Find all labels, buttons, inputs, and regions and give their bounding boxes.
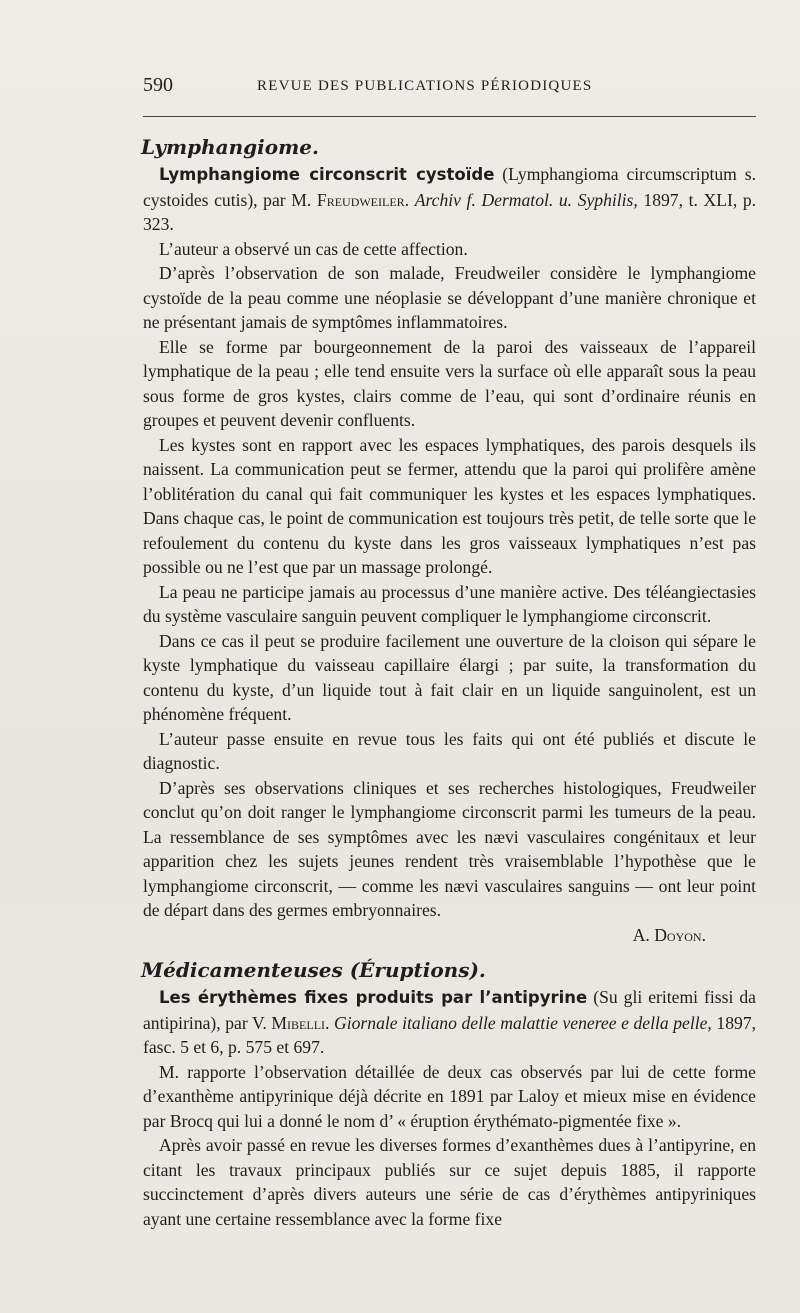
article-author: Freudweiler [316,189,405,210]
article-citation: Lymphangiome circonscrit cystoïde (Lymphangioma circumscriptum s. cystoides cutis), par M. Freudweiler. Archiv f. Dermatol. u. Syphilis, 1897, t. XLI, p. 323. [143,164,757,234]
paragraph: Dans ce cas il peut se produire facilement une ouverture de la cloison qui sépare le kyste lymphatique du vaisseau capillaire élargi ; par suite, la transformation du contenu du kyste, d’un liquide tout à fait clair en un liquide sanguinolent, est un phénomène fréquent. [143,630,756,724]
paragraph: La peau ne participe jamais au processus d’une manière active. Des téléangiectasies du système vasculaire sanguin peuvent compliquer le lymphangiome circonscrit. [143,581,756,626]
article-title: Lymphangiome circonscrit cystoïde [159,165,495,184]
page-number: 590 [143,74,173,96]
section-heading-medicamenteuses: Médicamenteuses (Éruptions). [141,958,486,982]
journal-name: Giornale italiano delle malattie veneree e della pelle, [334,1012,712,1033]
page-header [143,74,756,104]
header-rule [143,116,756,117]
section-heading-lymphangiome: Lymphangiome. [141,135,319,159]
paragraph: Les kystes sont en rapport avec les espaces lymphatiques, des parois desquels ils naissent. La communication peut se fermer, attendu que la paroi qui prolifère amène l’oblitération du canal qui fait communiquer les kystes et les espaces lymphatiques. Dans chaque cas, le point de communication est toujours très petit, de telle sorte que le refoulement du contenu du kyste dans les gros vaisseaux lymphatiques n’est pas possible ou ne l’est que par un massage prolongé. [143,434,756,577]
article-citation: Les érythèmes fixes produits par l’antipyrine (Su gli eritemi fissi da antipirina), par V. Mibelli. Giornale italiano delle malattie veneree e della pelle, 1897, fasc. 5 et 6, p. 575 et 697. [143,987,757,1057]
paragraph: D’après l’observation de son malade, Freudweiler considère le lymphangiome cystoïde de la peau comme une néoplasie se développant d’une manière chronique et ne présentant jamais de symptômes inflammatoires. [143,263,756,332]
paragraph: L’auteur passe ensuite en revue tous les faits qui ont été publiés et discute le diagnostic. [143,728,756,773]
article-title: Les érythèmes fixes produits par l’antipyrine [159,988,588,1007]
paragraph: Elle se forme par bourgeonnement de la paroi des vaisseaux de l’appareil lymphatique de la peau ; elle tend ensuite vers la surface où elle apparaît sous la peau sous forme de gros kystes, clairs comme de l’eau, qui sont d’ordinaire réunis en groupes et peuvent devenir confluents. [143,336,756,430]
article-author: Mibelli [271,1012,326,1033]
running-title: REVUE DES PUBLICATIONS PÉRIODIQUES [257,78,593,94]
review-signature: A. Doyon. [632,924,706,945]
paragraph: D’après ses observations cliniques et ses recherches histologiques, Freudweiler conclut qu’on doit ranger le lymphangiome circonscrit parmi les tumeurs de la peau. La ressemblance de ses symptômes avec les nævi vasculaires congénitaux et leur apparition chez les sujets jeunes rendent très vraisemblable l’hypothèse que le lymphangiome circonscrit, — comme les nævi vasculaires sanguins — ont leur point de départ dans des germes embryonnaires. [143,777,756,920]
paragraph: L’auteur a observé un cas de cette affection. [159,238,468,259]
journal-name: Archiv f. Dermatol. u. Syphilis, [414,189,638,210]
paragraph: M. rapporte l’observation détaillée de deux cas observés par lui de cette forme d’exanthème antipyrinique déjà décrite en 1891 par Laloy et mieux mise en évidence par Brocq qui lui a donné le nom d’ « éruption érythémato-pigmentée fixe ». [143,1061,756,1131]
paragraph: Après avoir passé en revue les diverses formes d’exanthèmes dues à l’antipyrine, en citant les travaux principaux publiés sur ce sujet depuis 1885, il rapporte succinctement d’après divers auteurs une série de cas d’érythèmes antipyriniques ayant une certaine ressemblance avec la forme fixe [143,1135,756,1229]
page-content [143,104,756,1231]
